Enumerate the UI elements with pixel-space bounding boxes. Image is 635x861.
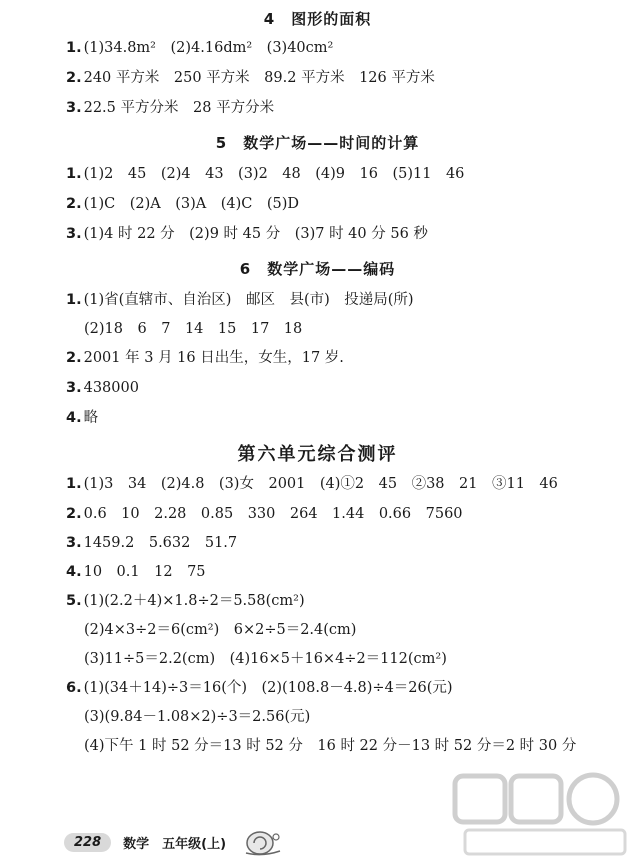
- answer-line: [66, 164, 464, 184]
- answer-line: [84, 736, 576, 756]
- answer-line: [66, 224, 428, 244]
- page-number: 228: [64, 833, 111, 852]
- answer-text: 10 0.1 12 75: [83, 564, 206, 580]
- section-title-coding: 6 数学广场——编码: [239, 260, 396, 278]
- answer-line: [66, 562, 206, 582]
- page-footer: [64, 828, 284, 856]
- answer-line: [84, 707, 310, 727]
- answer-line: [84, 620, 356, 640]
- answer-line: [66, 474, 558, 494]
- question-number: 2.: [66, 350, 82, 366]
- section-title-time: 5 数学广场——时间的计算: [215, 134, 420, 152]
- question-number: 5.: [66, 593, 82, 609]
- answer-text: 22.5 平方分米 28 平方分米: [83, 100, 275, 116]
- question-number: 3.: [66, 100, 82, 116]
- answer-line: [66, 38, 333, 58]
- answer-text: 0.6 10 2.28 0.85 330 264 1.44 0.66 7560: [83, 506, 463, 522]
- answer-line: [66, 408, 98, 428]
- answer-text: (1)(34＋14)÷3＝16(个) (2)(108.8－4.8)÷4＝26(元): [83, 680, 453, 696]
- answer-line: [66, 290, 414, 310]
- answer-text: 2001 年 3 月 16 日出生，女生，17 岁.: [83, 350, 344, 366]
- answer-text: (1)2 45 (2)4 43 (3)2 48 (4)9 16 (5)11 46: [83, 166, 465, 182]
- question-number: 3.: [66, 380, 82, 396]
- section-title-area: 4 图形的面积: [263, 10, 372, 28]
- answer-line: [66, 68, 435, 88]
- section-title-unit-test: 第六单元综合测评: [237, 444, 398, 465]
- question-number: 1.: [66, 292, 82, 308]
- answer-text: (1)34.8m² (2)4.16dm² (3)40cm²: [83, 40, 334, 56]
- answer-line: [66, 533, 237, 553]
- answer-line: [66, 194, 299, 214]
- question-number: 4.: [66, 410, 82, 426]
- answer-text: 240 平方米 250 平方米 89.2 平方米 126 平方米: [83, 70, 435, 86]
- answer-text: (4)下午 1 时 52 分＝13 时 52 分 16 时 22 分－13 时 52 分＝2 时 30 分: [84, 738, 577, 754]
- answer-text: (2)18 6 7 14 15 17 18: [84, 321, 303, 337]
- answer-text: 1459.2 5.632 51.7: [83, 535, 238, 551]
- question-number: 3.: [66, 226, 82, 242]
- snail-mascot-icon: [240, 827, 284, 857]
- answer-text: (1)(2.2＋4)×1.8÷2＝5.58(cm²): [83, 593, 305, 609]
- question-number: 2.: [66, 196, 82, 212]
- answer-line: [66, 591, 305, 611]
- answer-line: [84, 649, 447, 669]
- watermark-logo-icon: [445, 770, 635, 860]
- answer-text: (3)(9.84－1.08×2)÷3＝2.56(元): [84, 709, 311, 725]
- question-number: 1.: [66, 40, 82, 56]
- answer-text: (1)4 时 22 分 (2)9 时 45 分 (3)7 时 40 分 56 秒: [83, 226, 428, 242]
- answer-text: (1)省(直辖市、自治区) 邮区 县(市) 投递局(所): [83, 292, 414, 308]
- answer-text: (2)4×3÷2＝6(cm²) 6×2÷5＝2.4(cm): [84, 622, 357, 638]
- answer-line: [66, 348, 344, 368]
- answer-text: 438000: [83, 380, 139, 396]
- answer-text: (1)C (2)A (3)A (4)C (5)D: [83, 196, 300, 212]
- question-number: 4.: [66, 564, 82, 580]
- question-number: 6.: [66, 680, 82, 696]
- answer-line: [66, 378, 139, 398]
- answer-line: [66, 98, 274, 118]
- answer-text: 略: [83, 410, 99, 426]
- question-number: 2.: [66, 70, 82, 86]
- question-number: 3.: [66, 535, 82, 551]
- answer-text: (3)11÷5＝2.2(cm) (4)16×5＋16×4÷2＝112(cm²): [84, 651, 447, 667]
- question-number: 1.: [66, 476, 82, 492]
- answer-text: (1)3 34 (2)4.8 (3)女 2001 (4)①2 45 ②38 21 ③11 46: [83, 476, 558, 492]
- answer-line: [66, 504, 463, 524]
- question-number: 2.: [66, 506, 82, 522]
- book-subject: 数学 五年级(上): [123, 836, 227, 852]
- question-number: 1.: [66, 166, 82, 182]
- answer-line: [84, 319, 302, 339]
- answer-line: [66, 678, 453, 698]
